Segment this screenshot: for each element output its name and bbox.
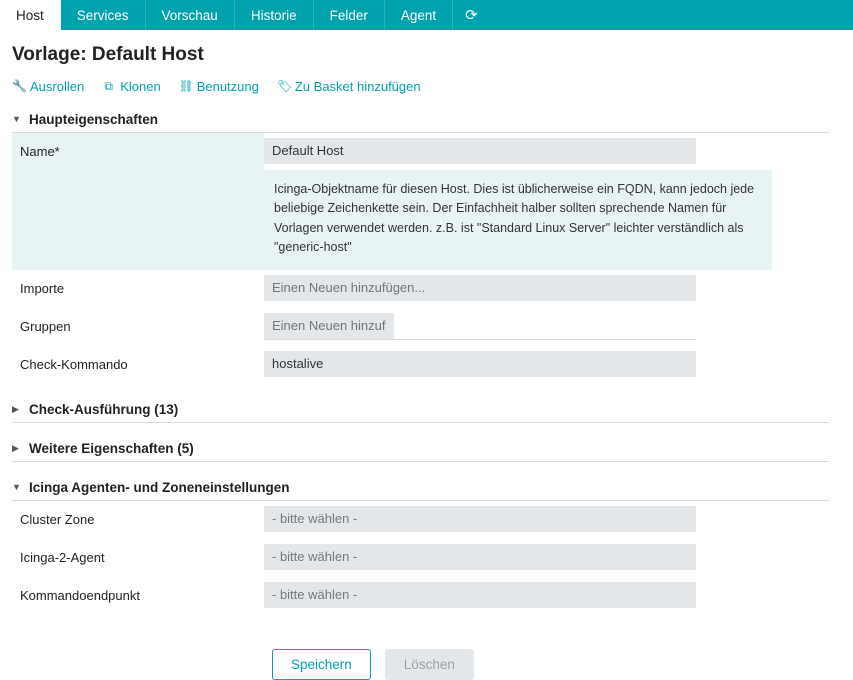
action-zu-basket-hinzufuegen[interactable] [277,79,421,94]
icinga2-agent-select[interactable] [264,544,696,570]
field-icinga2-agent-wrap [264,539,841,570]
check-kommando-select[interactable] [264,351,696,377]
cluster-zone-select[interactable] [264,506,696,532]
field-name-wrap [264,133,841,270]
delete-button: Löschen [385,649,474,680]
form-row-importe [12,270,841,308]
field-cluster-zone-wrap [264,501,841,532]
form-row-gruppen [12,308,841,346]
copy-icon: ⧉ [104,79,113,93]
section-title-haupteigenschaften: Haupteigenschaften [29,112,159,127]
importe-input[interactable] [264,275,696,301]
label-name: Name* [12,133,264,270]
form-buttons [12,649,841,680]
gruppen-input[interactable] [264,313,394,339]
tab-agent[interactable] [385,0,453,30]
section-title-agenten-zonen: Icinga Agenten- und Zoneneinstellungen [29,479,290,495]
form-row-cluster-zone [12,501,841,539]
section-header-check-ausfuehrung[interactable] [12,398,829,423]
section-header-agenten-zonen[interactable] [12,476,829,501]
sitemap-icon: ⛓ [178,79,194,93]
action-links [12,79,841,94]
field-check-kommando-wrap [264,346,841,377]
chevron-right-icon: ▶ [12,442,19,453]
section-header-haupteigenschaften[interactable] [12,108,829,133]
action-benutzung-label: Benutzung [196,79,259,94]
tab-historie-label: Historie [250,7,297,23]
tab-vorschau[interactable] [146,0,235,30]
label-icinga2-agent: Icinga-2-Agent [20,549,105,565]
chevron-down-icon: ▼ [12,114,21,124]
tab-vorschau-label: Vorschau [161,7,218,23]
tab-agent-label: Agent [400,7,437,23]
form-row-name [12,133,841,270]
chevron-down-icon: ▼ [12,481,21,492]
form-row-kommandoendpunkt [12,577,841,615]
label-kommandoendpunkt: Kommandoendpunkt [20,587,140,603]
label-gruppen: Gruppen [20,318,71,334]
tab-host[interactable] [0,0,61,30]
label-cluster-zone: Cluster Zone [20,511,95,527]
tag-icon: 🏷 [276,79,293,93]
name-description: Icinga-Objektname für diesen Host. Dies ist üblicherweise ein FQDN, kann jedoch jede beliebige Zeichenkette sein. Der Einfachheit halber sollten sprechende Namen für Vorlagen verwendet werden. z.B. ist "Standard Linux Server" leichter verständlich als "generic-host" [264,170,772,270]
form-row-check-kommando [12,346,841,384]
tab-felder[interactable] [314,0,385,30]
page-content [0,44,853,680]
label-importe: Importe [20,280,65,296]
section-title-check-ausfuehrung: Check-Ausführung (13) [29,401,179,417]
section-title-weitere-eigenschaften: Weitere Eigenschaften (5) [29,440,194,456]
refresh-icon: ⟳ [465,6,478,24]
action-klonen-label: Klonen [120,79,161,94]
label-check-kommando: Check-Kommando [20,356,128,372]
page-title: Vorlage: Default Host [12,44,204,65]
tab-services-label: Services [76,7,129,23]
action-benutzung[interactable] [179,79,259,94]
gruppen-divider [264,339,696,340]
tab-host-label: Host [16,7,44,23]
main-tabbar [0,0,853,30]
action-klonen[interactable] [102,79,160,94]
field-gruppen-wrap [264,308,841,340]
chevron-right-icon: ▶ [12,403,19,414]
field-kommandoendpunkt-wrap [264,577,841,608]
section-header-weitere-eigenschaften[interactable] [12,437,829,462]
action-zu-basket-label: Zu Basket hinzufügen [294,79,421,94]
tab-felder-label: Felder [329,7,368,23]
name-group [264,138,772,270]
name-input[interactable] [264,138,696,164]
tab-services[interactable] [61,0,146,30]
kommandoendpunkt-select[interactable] [264,582,696,608]
action-ausrollen[interactable] [12,79,84,94]
wrench-icon: 🔧 [12,79,27,93]
save-button[interactable]: Speichern [272,649,371,680]
refresh-button[interactable] [453,0,490,30]
action-ausrollen-label: Ausrollen [30,79,85,94]
form-row-icinga2-agent [12,539,841,577]
field-importe-wrap [264,270,841,301]
tab-historie[interactable] [235,0,314,30]
